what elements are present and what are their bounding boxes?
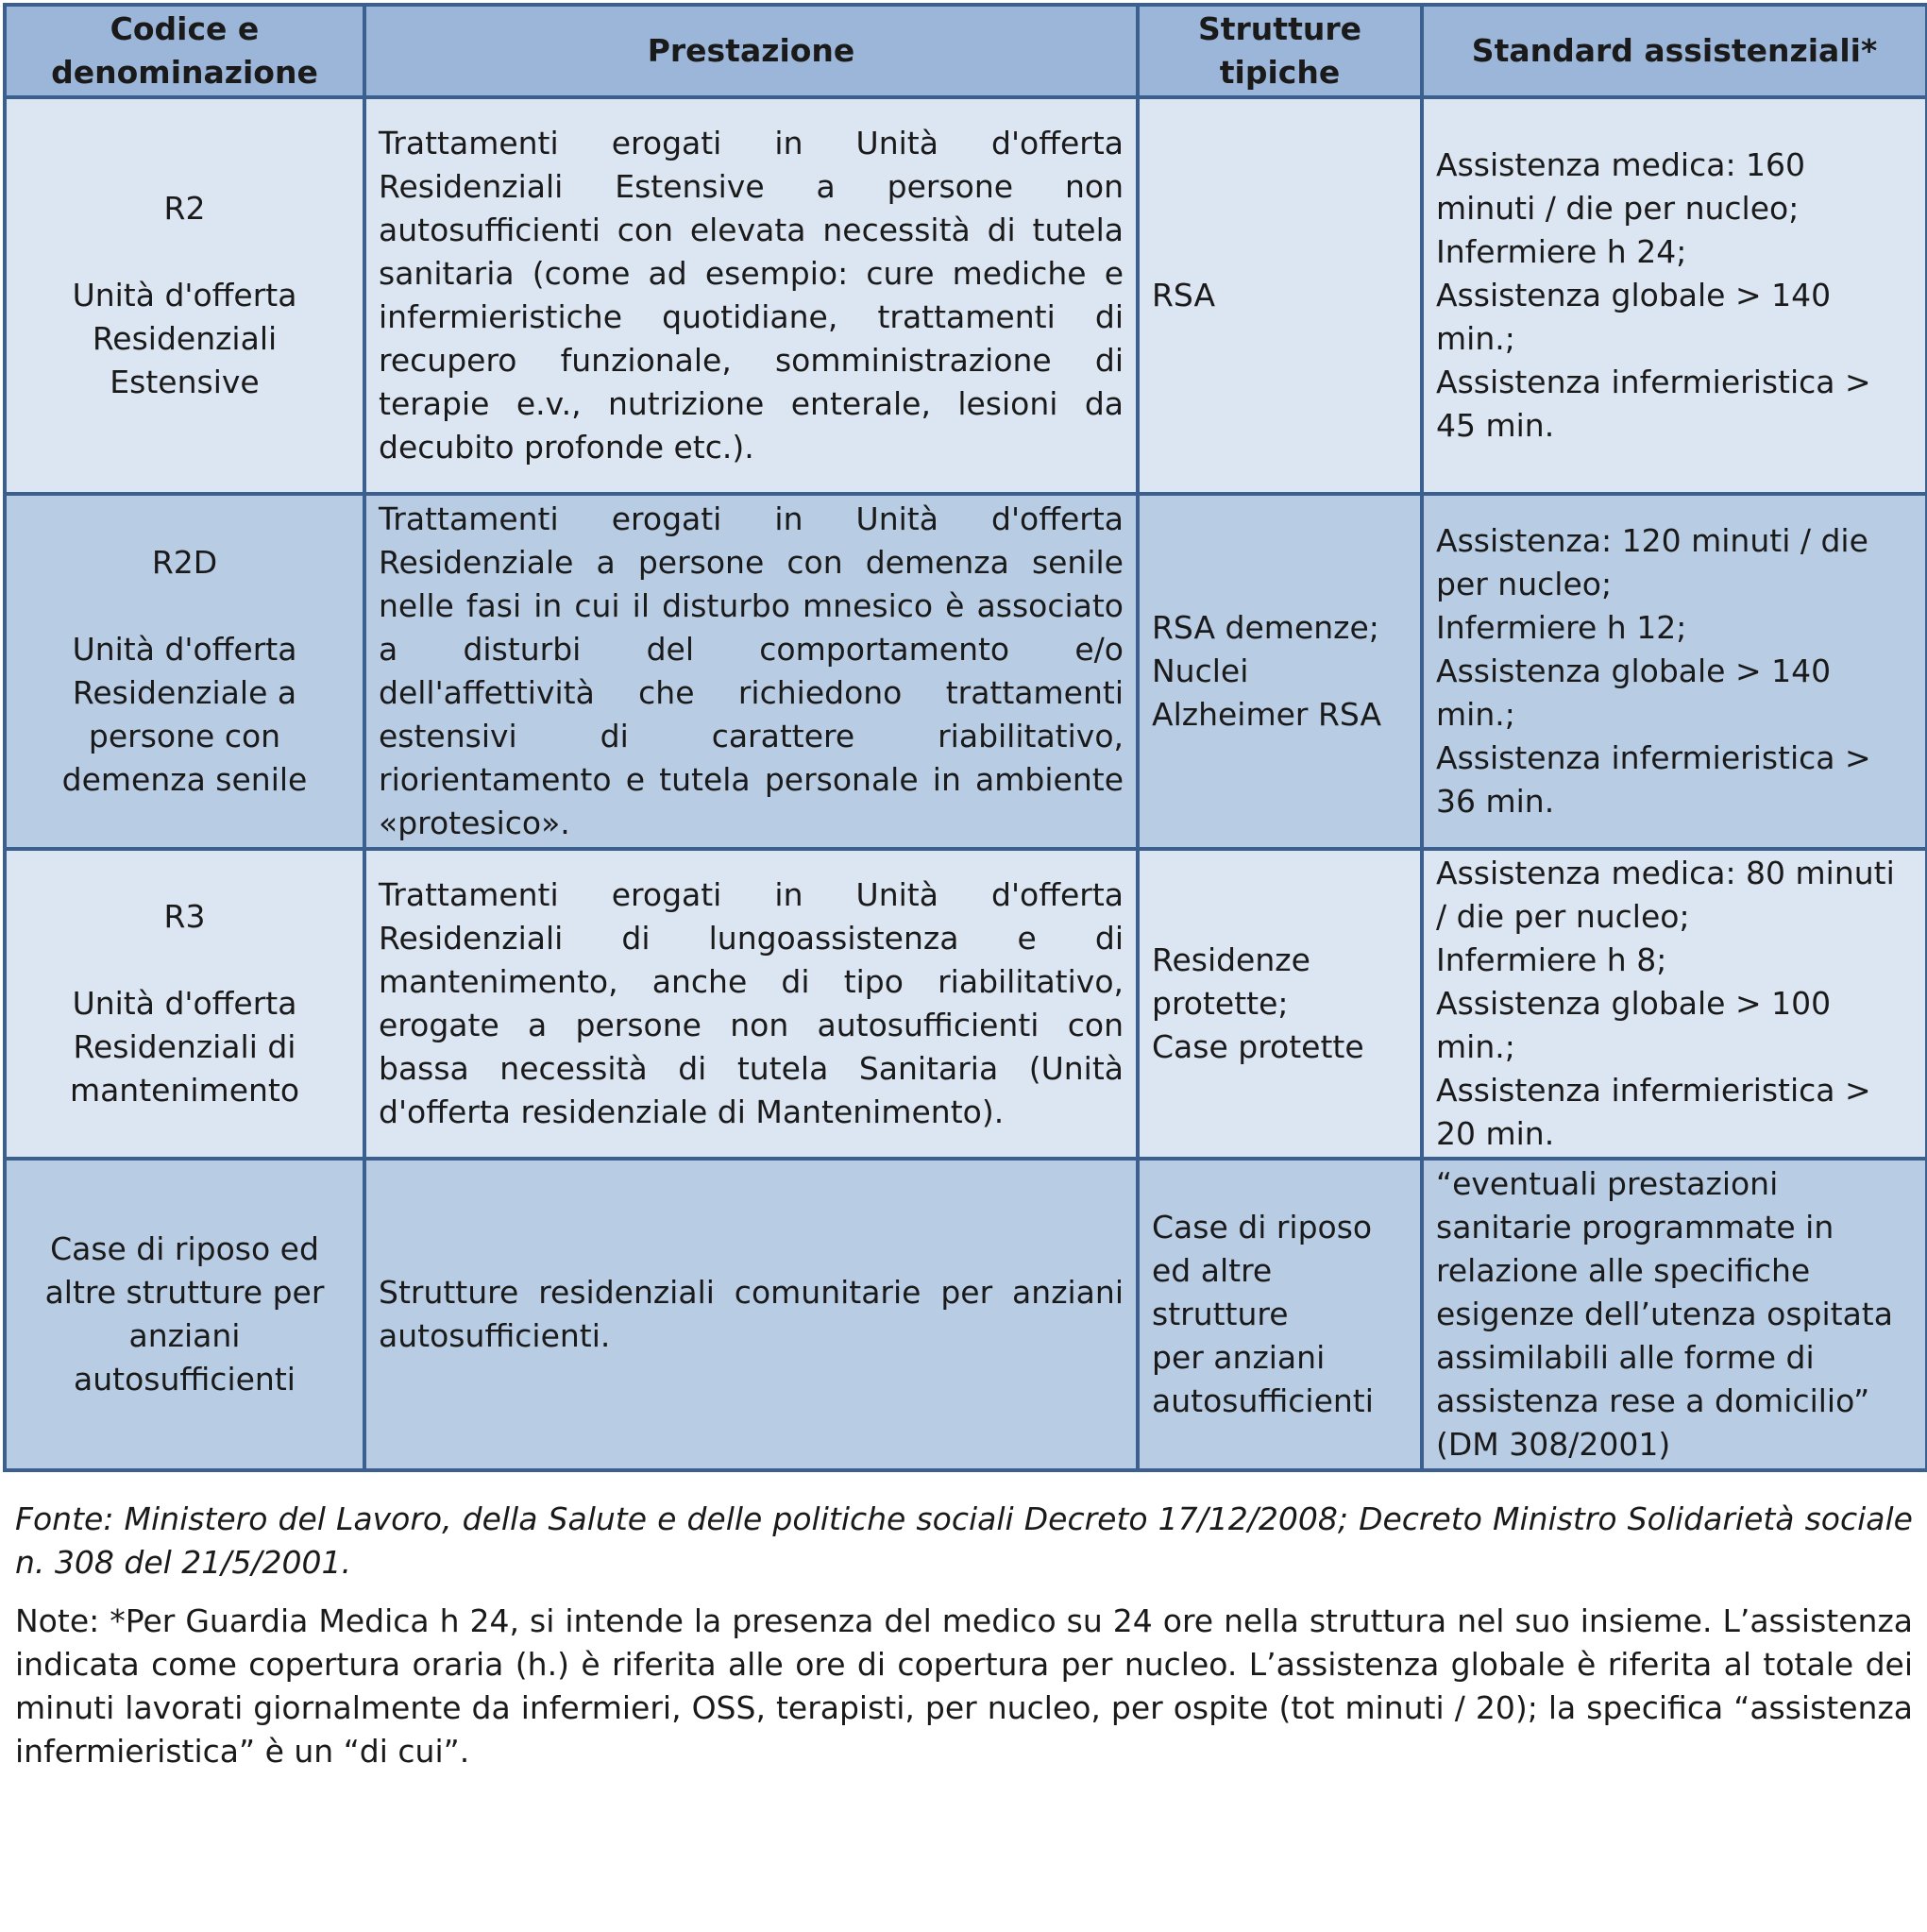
row-standard [1422,97,1927,494]
table-row [5,494,1927,849]
footnote: Note: *Per Guardia Medica h 24, si intende la presenza del medico su 24 ore nella struttura nel suo insieme. L’assistenza indicata come copertura oraria (h.) è riferita alle ore di copertura per nucleo. L’assistenza globale è riferita al totale dei minuti lavorati giornalmente da infermieri, OSS, terapisti, per nucleo, per ospite (tot minuti / 20); la specifica “assistenza infermieristica” è un “di cui”. [15,1602,1913,1770]
row-name: Unità d'offerta Residenziali di mantenimento [69,985,300,1109]
row-code: R2 [163,190,206,227]
strutture-line: Residenze protette; [1152,941,1310,1022]
standard-line: Assistenza infermieristica > 20 min. [1436,1072,1871,1152]
standard-line: Assistenza infermieristica > 45 min. [1436,364,1871,444]
table-header-row [5,5,1927,97]
row-strutture [1138,97,1422,494]
standard-line: Assistenza: 120 minuti / die per nucleo; [1436,522,1868,602]
standard-line: Infermiere h 24; [1436,233,1687,270]
standard-line: Infermiere h 8; [1436,941,1667,978]
standard-line: “eventuali prestazioni sanitarie programmate in relazione alle specifiche esigenze dell’utenza ospitata assimilabili alle forme di assistenza rese a domicilio” (DM 308/2001) [1436,1165,1893,1463]
row-strutture [1138,849,1422,1159]
standard-line: Infermiere h 12; [1436,609,1687,646]
strutture-line: RSA demenze; [1152,609,1379,646]
standard-line: Assistenza globale > 140 min.; [1436,652,1832,733]
row-code-cell [5,97,364,494]
standard-line: Assistenza medica: 160 minuti / die per nucleo; [1436,146,1806,227]
strutture-line: Case di riposo ed altre strutture [1152,1209,1373,1332]
strutture-line: RSA [1152,277,1216,314]
table-row [5,849,1927,1159]
row-strutture [1138,1159,1422,1470]
row-code: R3 [163,898,206,935]
standard-line: Assistenza globale > 140 min.; [1436,277,1832,357]
row-prestazione: Trattamenti erogati in Unità d'offerta Residenziale a persone con demenza senile nelle fasi in cui il disturbo mnesico è associato a disturbi del comportamento e/o dell'affettività che richiedono trattamenti estensivi di carattere riabilitativo, riorientamento e tutela personale in ambiente «protesico». [364,494,1138,849]
row-standard [1422,849,1927,1159]
standards-table [3,3,1927,1472]
strutture-line: per anziani autosufficienti [1152,1339,1374,1419]
header-standard: Standard assistenziali* [1422,5,1927,97]
row-strutture [1138,494,1422,849]
row-code-cell [5,1159,364,1470]
row-code-cell [5,849,364,1159]
row-standard [1422,1159,1927,1470]
row-prestazione: Trattamenti erogati in Unità d'offerta Residenziali di lungoassistenza e di mantenimento, anche di tipo riabilitativo, erogate a persone non autosufficienti con bassa necessità di tutela Sanitaria (Unità d'offerta residenziale di Mantenimento). [364,849,1138,1159]
notes-section [15,1498,1913,1788]
header-strutture: Strutture tipiche [1138,5,1422,97]
row-prestazione: Strutture residenziali comunitarie per anziani autosufficienti. [364,1159,1138,1470]
row-name: Case di riposo ed altre strutture per anziani autosufficienti [44,1230,325,1398]
row-name: Unità d'offerta Residenziali Estensive [72,277,297,400]
standard-line: Assistenza globale > 100 min.; [1436,985,1832,1065]
source-note: Fonte: Ministero del Lavoro, della Salute e delle politiche sociali Decreto 17/12/2008; Decreto Ministro Solidarietà sociale n. 308 del 21/5/2001. [15,1500,1913,1581]
header-codice: Codice e denominazione [5,5,364,97]
row-code: R2D [151,544,218,581]
table-row [5,97,1927,494]
row-standard [1422,494,1927,849]
row-prestazione: Trattamenti erogati in Unità d'offerta Residenziali Estensive a persone non autosufficienti con elevata necessità di tutela sanitaria (come ad esempio: cure mediche e infermieristiche quotidiane, trattamenti di recupero funzionale, somministrazione di terapie e.v., nutrizione enterale, lesioni da decubito profonde etc.). [364,97,1138,494]
standard-line: Assistenza medica: 80 minuti / die per nucleo; [1436,855,1895,935]
strutture-line: Nuclei Alzheimer RSA [1152,652,1382,733]
table-container [3,3,1925,1472]
table-row [5,1159,1927,1470]
strutture-line: Case protette [1152,1028,1364,1065]
standard-line: Assistenza infermieristica > 36 min. [1436,739,1871,820]
row-code-cell [5,494,364,849]
header-prestazione: Prestazione [364,5,1138,97]
row-name: Unità d'offerta Residenziale a persone con demenza senile [61,631,308,798]
